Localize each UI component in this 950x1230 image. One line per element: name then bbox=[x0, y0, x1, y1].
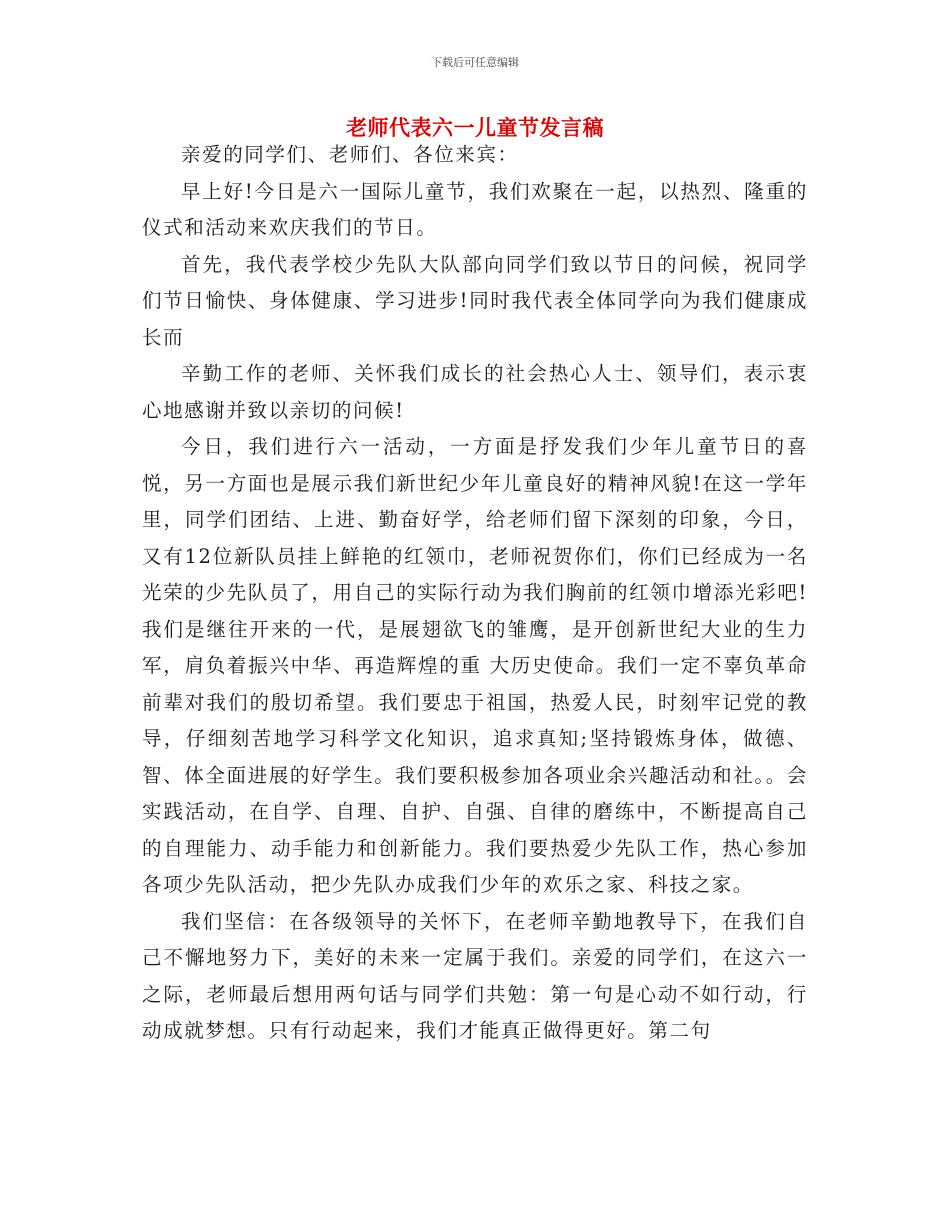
document-body bbox=[142, 137, 808, 1050]
header-note: 下载后可任意编辑 bbox=[431, 56, 519, 69]
paragraph-main: 今日，我们进行六一活动，一方面是抒发我们少年儿童节日的喜悦，另一方面也是展示我们新世纪少年儿童良好的精神风貌!在这一学年里，同学们团结、上进、勤奋好学，给老师们留下深刻的印象，今日，又有12位新队员挂上鲜艳的红领巾，老师祝贺你们，你们已经成为一名光荣的少先队员了，用自己的实际行动为我们胸前的红领巾增添光彩吧!我们是继往开来的一代，是展翅欲飞的雏鹰，是开创新世纪大业的生力军，肩负着振兴中华、再造辉煌的重 大历史使命。我们一定不辜负革命前辈对我们的殷切希望。我们要忠于祖国，热爱人民，时刻牢记党的教导，仔细刻苦地学习科学文化知识，追求真知;坚持锻炼身体，做德、智、体全面进展的好学生。我们要积极参加各项业余兴趣活动和社。。会实践活动，在自学、自理、自护、自强、自律的磨练中，不断提高自己的自理能力、动手能力和创新能力。我们要热爱少先队工作，热心参加各项少先队活动，把少先队办成我们少年的欢乐之家、科技之家。 bbox=[142, 435, 808, 896]
paragraph-closing: 我们坚信：在各级领导的关怀下，在老师辛勤地教导下，在我们自己不懈地努力下，美好的未来一定属于我们。亲爱的同学们，在这六一之际，老师最后想用两句话与同学们共勉：第一句是心动不如行动，行动成就梦想。只有行动起来，我们才能真正做得更好。第二句 bbox=[142, 909, 808, 1042]
paragraph-opening: 早上好!今日是六一国际儿童节，我们欢聚在一起，以热烈、隆重的仪式和活动来欢庆我们的节日。 bbox=[142, 179, 808, 239]
paragraph-thanks: 辛勤工作的老师、关怀我们成长的社会热心人士、领导们，表示衷心地感谢并致以亲切的问候! bbox=[142, 362, 808, 422]
paragraph-greeting: 亲爱的同学们、老师们、各位来宾： bbox=[181, 143, 519, 166]
document-title: 老师代表六一儿童节发言稿 bbox=[346, 116, 604, 140]
paragraph-greetings: 首先，我代表学校少先队大队部向同学们致以节日的问候，祝同学们节日愉快、身体健康、学习进步!同时我代表全体同学向为我们健康成长而 bbox=[142, 252, 808, 349]
